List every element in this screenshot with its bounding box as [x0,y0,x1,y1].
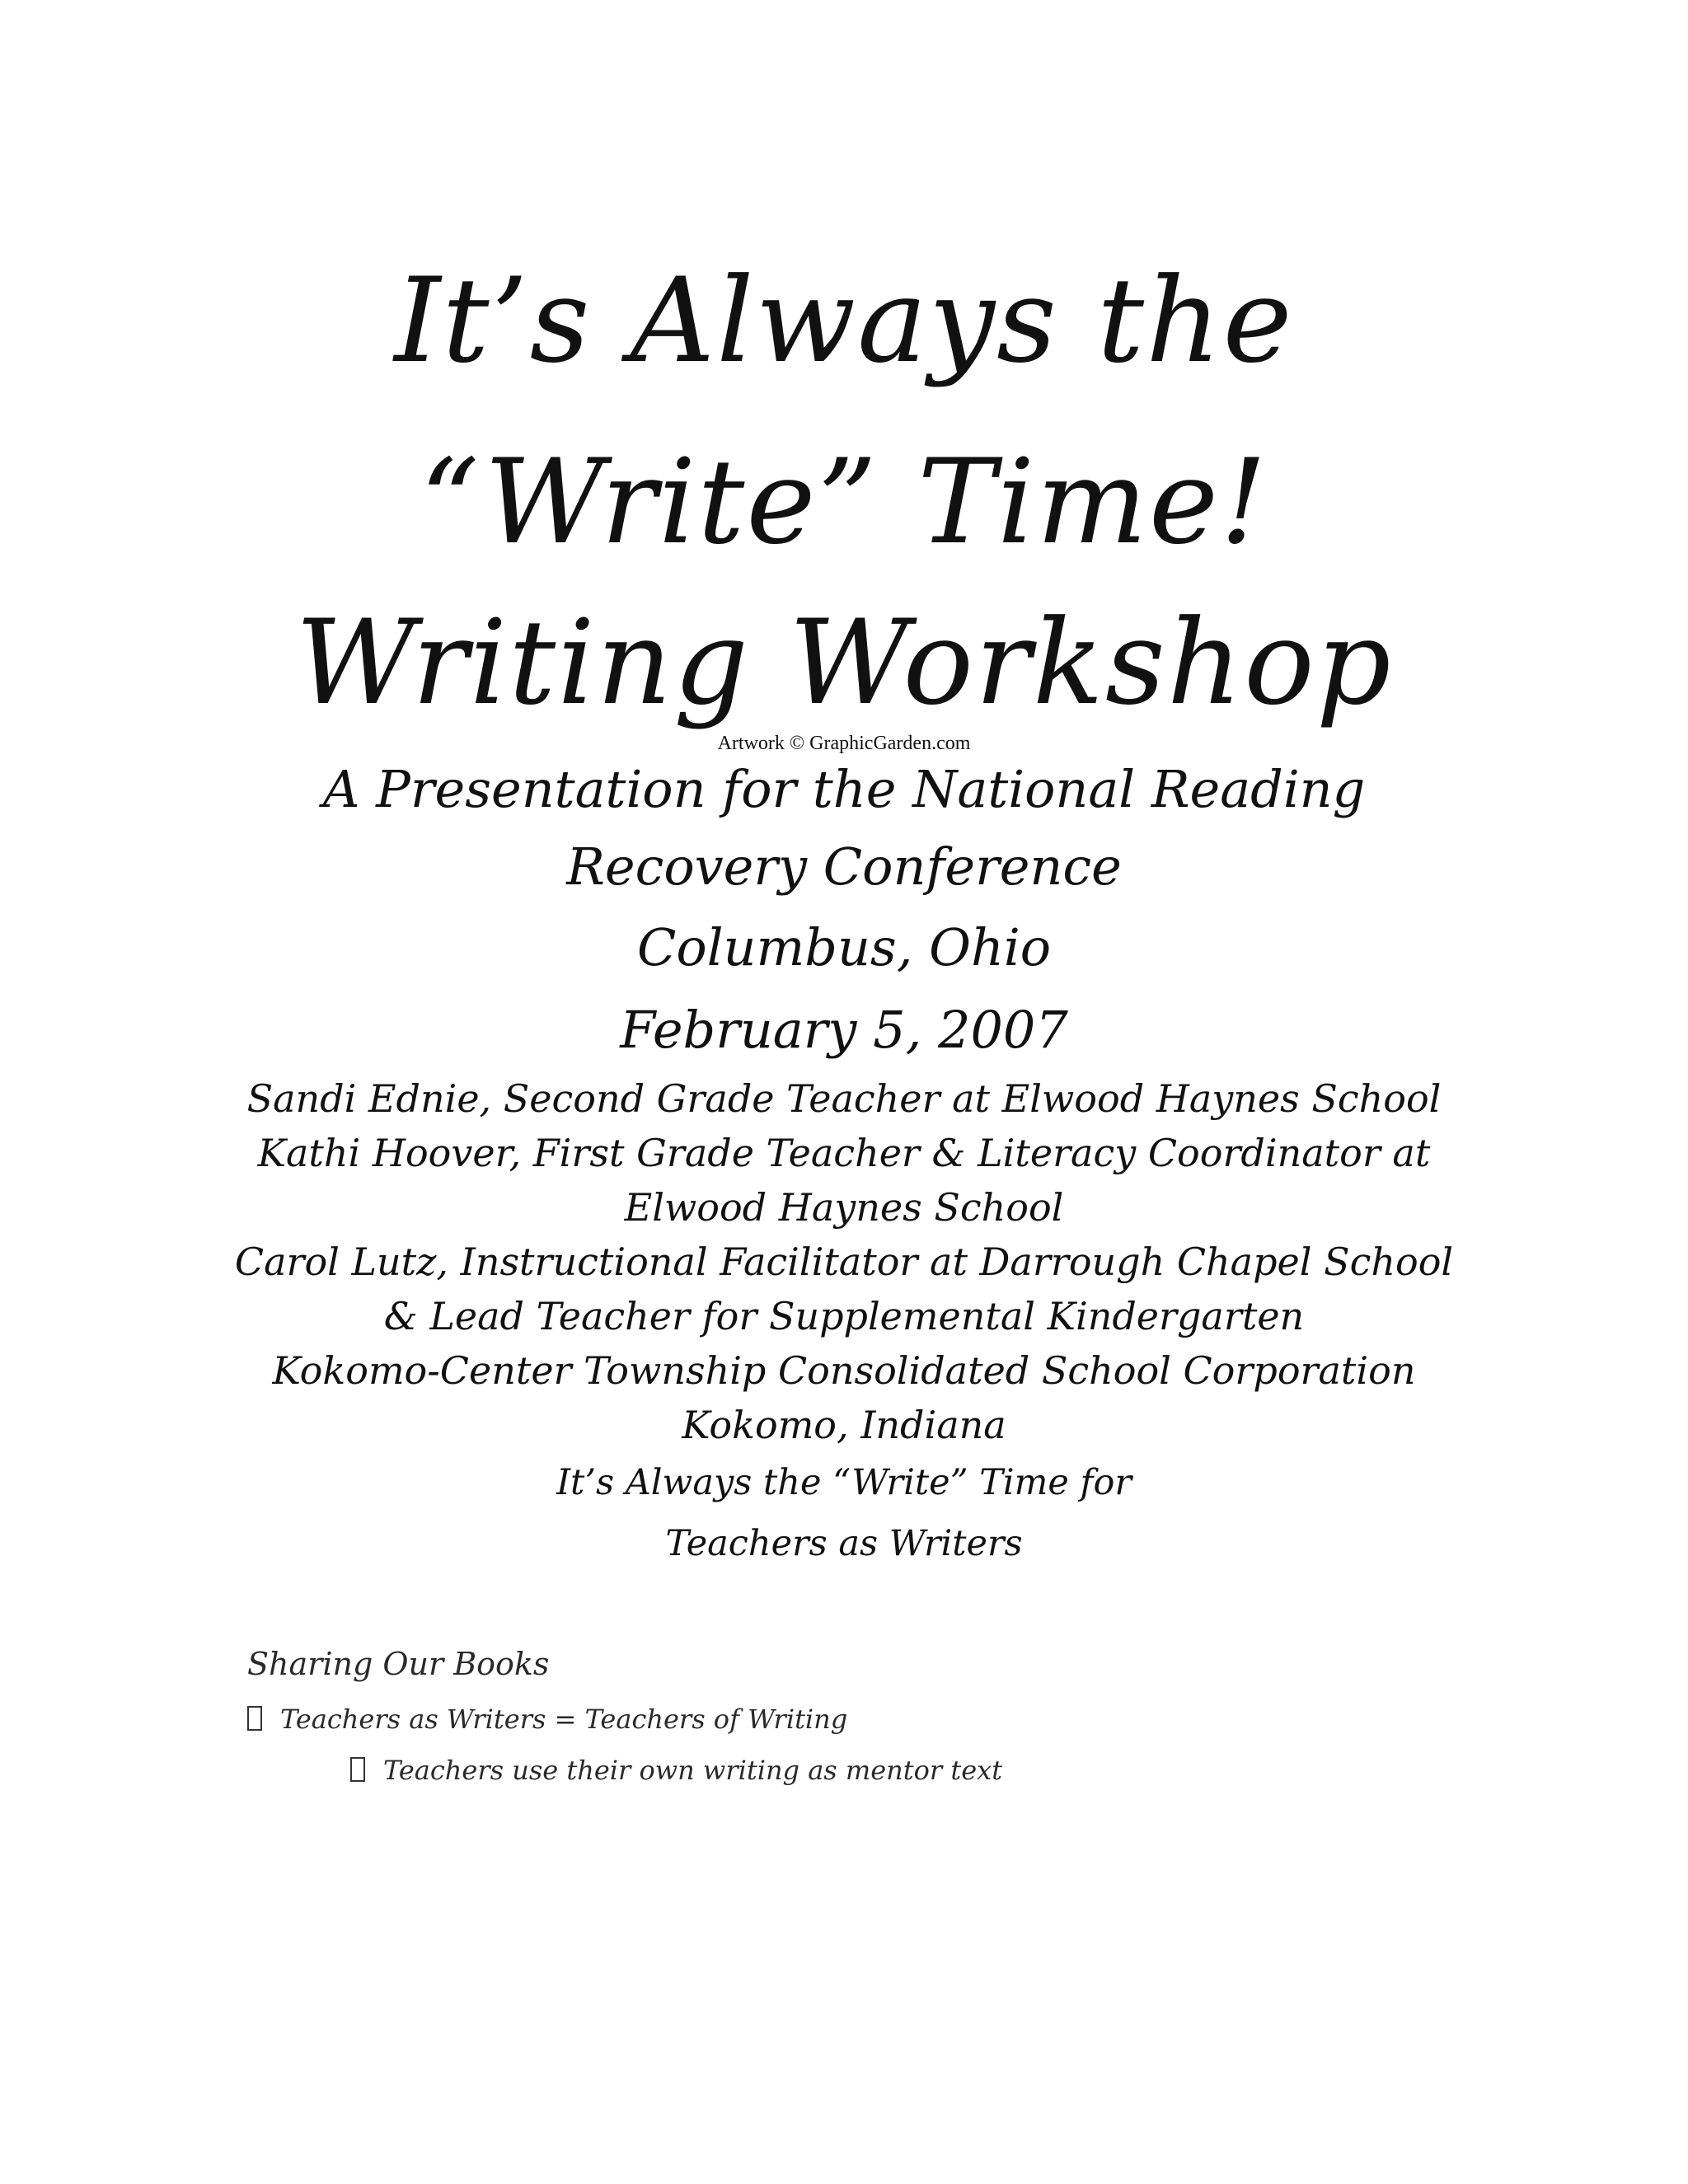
presenter-line: Kathi Hoover, First Grade Teacher & Literacy Coordinator at [257,1131,1431,1175]
section-title-line-2: Teachers as Writers [665,1523,1023,1564]
bullet-item [247,1702,847,1736]
presenter-line: Elwood Haynes School [624,1185,1064,1230]
presenter-line: Carol Lutz, Instructional Facilitator at Darrough Chapel School [234,1240,1454,1284]
bullet-text: Teachers as Writers = Teachers of Writing [280,1704,848,1735]
presentation-line-1: A Presentation for the National Reading [322,759,1366,819]
presentation-line-2: Recovery Conference [566,837,1122,897]
presenter-line: Kokomo-Center Township Consolidated School Corporation [272,1348,1416,1393]
presenter-line: Kokomo, Indiana [682,1403,1006,1447]
presentation-location: Columbus, Ohio [636,917,1052,977]
presenter-line: Sandi Ednie, Second Grade Teacher at Elwood Haynes School [246,1076,1442,1121]
title-line-1: It’s Always the [394,253,1294,389]
bullet-item [350,1753,1002,1788]
bullet-box-icon [350,1757,365,1782]
notes-heading: Sharing Our Books [247,1646,550,1682]
title-line-2: “Write” Time! [419,434,1269,570]
section-title-line-1: It’s Always the “Write” Time for [556,1462,1132,1503]
bullet-box-icon [247,1706,262,1731]
bullet-text: Teachers use their own writing as mentor text [383,1755,1003,1786]
presenter-line: & Lead Teacher for Supplemental Kindergarten [383,1294,1305,1338]
presentation-date: February 5, 2007 [620,1000,1068,1060]
title-line-3: Writing Workshop [295,595,1393,731]
artwork-credit: Artwork © GraphicGarden.com [717,733,971,754]
